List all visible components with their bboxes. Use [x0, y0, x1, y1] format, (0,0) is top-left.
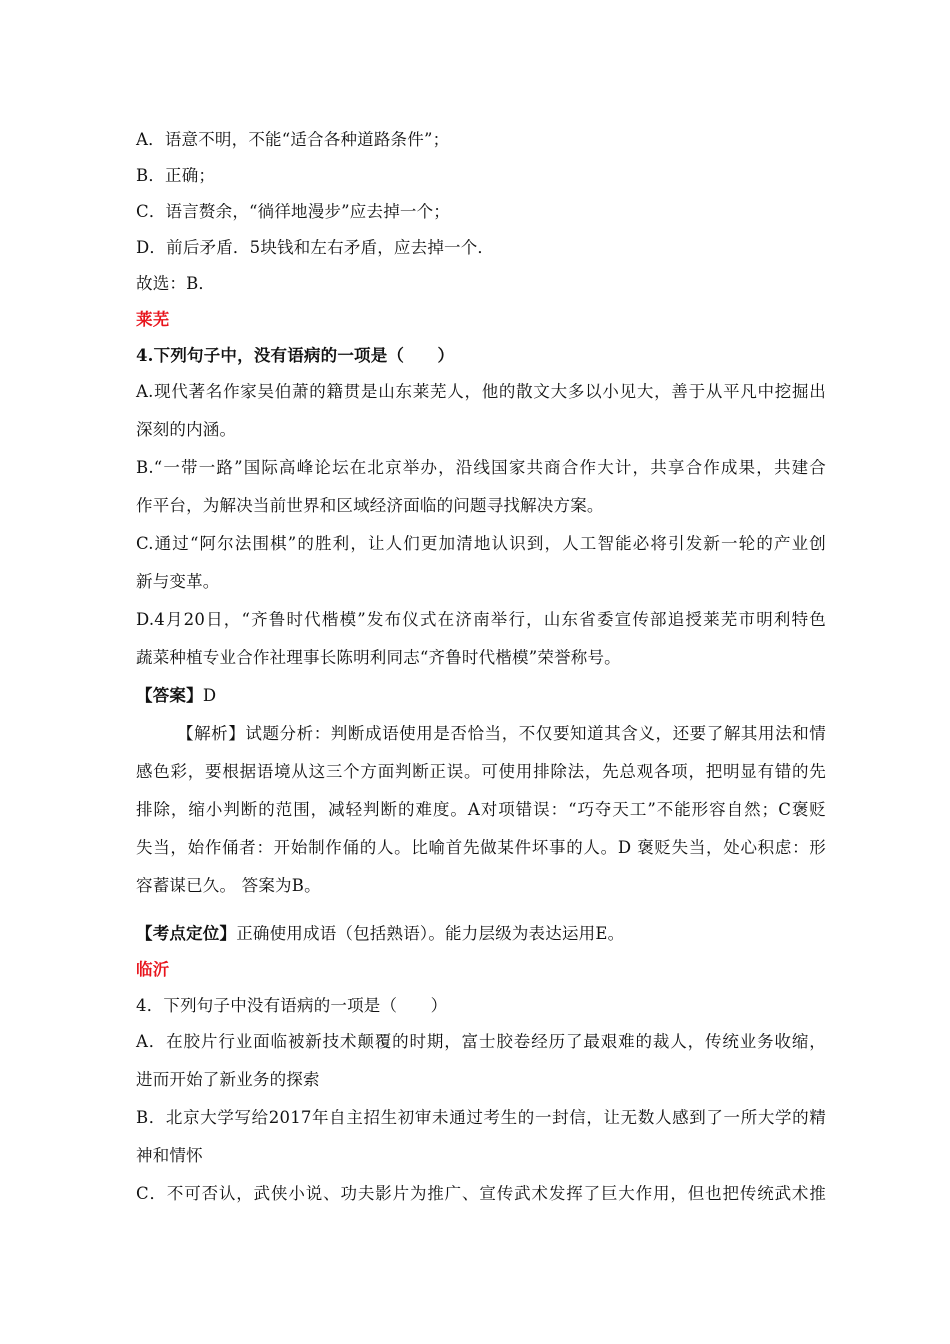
option-line: 神和情怀 [136, 1146, 203, 1165]
option-line: 新与变革。 [136, 572, 220, 591]
option-line: D.4月20日，“齐鲁时代楷模”发布仪式在济南举行，山东省委宣传部追授莱芜市明利特色 [136, 610, 826, 629]
answer-value: D [202, 686, 217, 705]
kaodian-line [136, 921, 826, 947]
answer-label: 【答案】 [136, 686, 203, 705]
analysis-line: 失当，始作俑者：开始制作俑的人。比喻首先做某件坏事的人。D 褒贬失当，处心积虑：形 [136, 838, 826, 857]
text-line: A．语意不明，不能“适合各种道路条件”； [136, 130, 450, 149]
region-heading-laiwu: 莱芜 [136, 310, 170, 329]
region-heading-linyi: 临沂 [136, 960, 170, 979]
option-line: 作平台，为解决当前世界和区域经济面临的问题寻找解决方案。 [136, 496, 604, 515]
option-line: C．不可否认，武侠小说、功夫影片为推广、宣传武术发挥了巨大作用，但也把传统武术推 [136, 1184, 826, 1203]
option-line: 进而开始了新业务的探索 [136, 1070, 320, 1089]
option-line: 深刻的内涵。 [136, 420, 237, 439]
analysis-line: 容蓄谋已久。 答案为B。 [136, 876, 321, 895]
option-line: A．在胶片行业面临被新技术颠覆的时期，富士胶卷经历了最艰难的裁人，传统业务收缩， [136, 1032, 826, 1051]
text-line: C．语言赘余，“徜徉地漫步”应去掉一个； [136, 202, 450, 221]
analysis-line: 排除，缩小判断的范围，减轻判断的难度。A对项错误：“巧夺天工”不能形容自然；C褒贬 [136, 800, 826, 819]
analysis-line: 【解析】试题分析：判断成语使用是否恰当，不仅要知道其含义，还要了解其用法和情 [177, 724, 826, 743]
analysis-line: 感色彩，要根据语境从这三个方面判断正误。可使用排除法，先总观各项，把明显有错的先 [136, 762, 826, 781]
option-line: B．北京大学写给2017年自主招生初审未通过考生的一封信，让无数人感到了一所大学的精 [136, 1108, 826, 1127]
answer-line [136, 683, 826, 709]
text-line: D．前后矛盾．5块钱和左右矛盾，应去掉一个． [136, 238, 495, 257]
question-title: 4.下列句子中，没有语病的一项是（ ） [136, 346, 455, 365]
option-line: 蔬菜种植专业合作社理事长陈明利同志“齐鲁时代楷模”荣誉称号。 [136, 648, 621, 667]
option-line: B.“一带一路”国际高峰论坛在北京举办，沿线国家共商合作大计，共享合作成果，共建合 [136, 458, 826, 477]
kaodian-label: 【考点定位】 [136, 924, 237, 943]
text-line: 故选：B． [136, 274, 216, 293]
option-line: A.现代著名作家吴伯萧的籍贯是山东莱芜人，他的散文大多以小见大，善于从平凡中挖掘出 [136, 382, 826, 401]
question-title: 4．下列句子中没有语病的一项是（ ） [136, 996, 448, 1015]
kaodian-text: 正确使用成语（包括熟语）。能力层级为表达运用E。 [236, 924, 625, 943]
text-line: B．正确； [136, 166, 216, 185]
option-line: C.通过“阿尔法围棋”的胜利，让人们更加清地认识到，人工智能必将引发新一轮的产业创 [136, 534, 826, 553]
